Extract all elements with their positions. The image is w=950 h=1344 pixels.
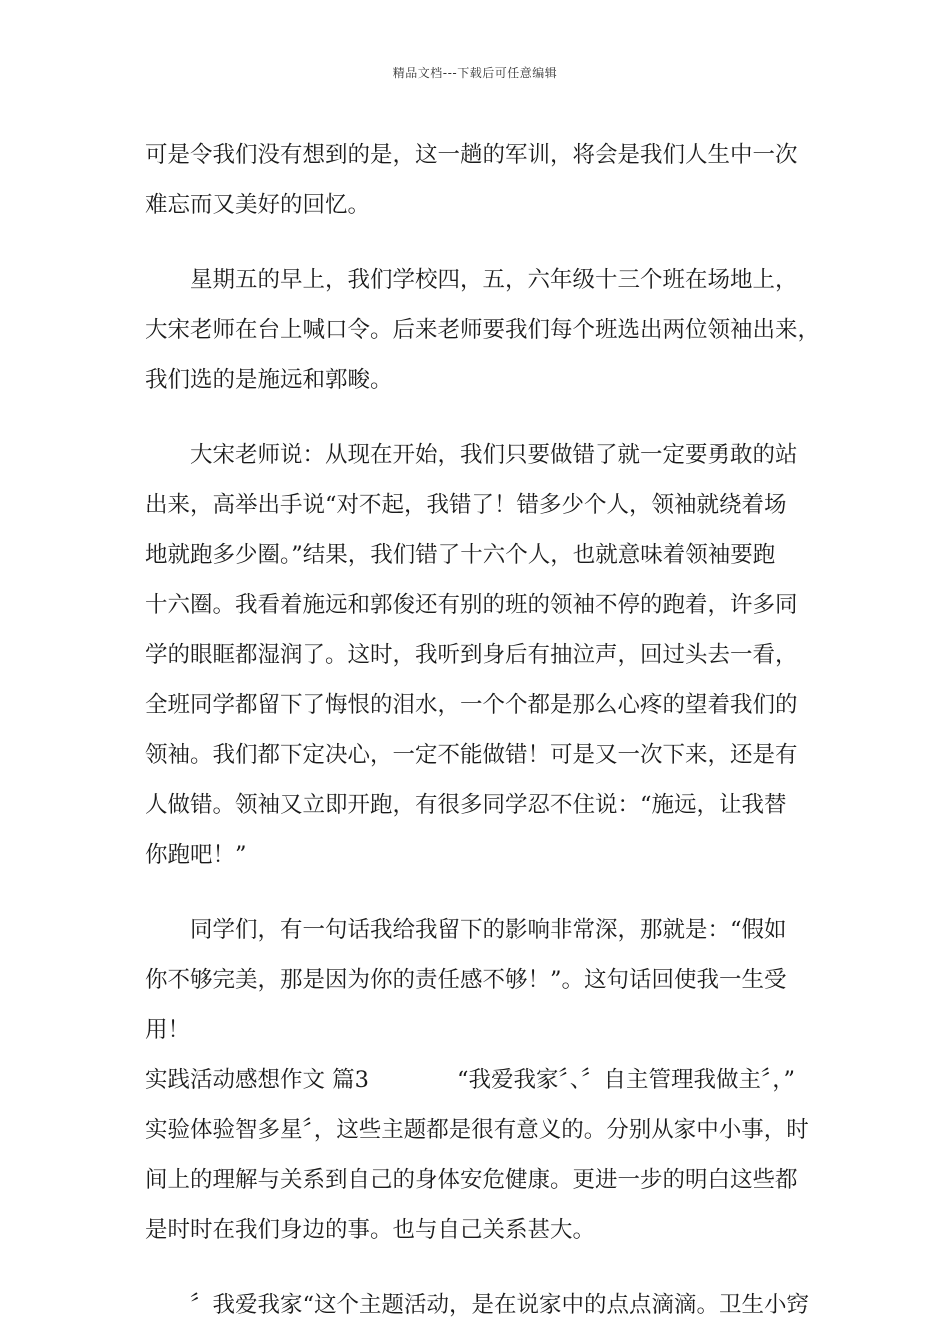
text-line: 同学们，有一句话我给我留下的影响非常深，那就是：“假如 [190, 917, 787, 943]
text-line: 全班同学都留下了悔恨的泪水，一个个都是那么心疼的望着我们的 [145, 692, 798, 718]
paragraph [145, 1055, 825, 1255]
text-line: 可是令我们没有想到的是，这一趟的军训，将会是我们人生中一次 [145, 142, 798, 168]
text-line: 大宋老师说：从现在开始，我们只要做错了就一定要勇敢的站 [190, 442, 798, 468]
text-line: 间上的理解与关系到自己的身体安危健康。更进一步的明白这些都 [145, 1167, 798, 1193]
text-line: 出来，高举出手说“对不起，我错了！错多少个人，领袖就绕着场 [145, 492, 787, 518]
text-line: 大宋老师在台上喊口令。后来老师要我们每个班选出两位领袖出来， [145, 317, 821, 343]
text-line: 你不够完美，那是因为你的责任感不够！”。这句话回使我一生受 [145, 967, 787, 993]
paragraph [145, 430, 825, 880]
text-line: 是时时在我们身边的事。也与自己关系甚大。 [145, 1217, 596, 1243]
text-line: 实验体验智多星〞，这些主题都是很有意义的。分别从家中小事，时 [145, 1117, 809, 1143]
text-line: 我们选的是施远和郭畯。 [145, 367, 393, 393]
paragraph [145, 255, 825, 405]
text-line: 人做错。领袖又立即开跑，有很多同学忍不住说：“施远，让我替 [145, 792, 787, 818]
text-line: 地就跑多少圈。”结果，我们错了十六个人，也就意味着领袖要跑 [145, 542, 776, 568]
heading-line-text: “我爱我家〞、〞自主管理我做主〞，” [456, 1067, 795, 1093]
text-line: 领袖。我们都下定决心，一定不能做错！可是又一次下来，还是有 [145, 742, 798, 768]
heading-line [145, 1055, 825, 1105]
text-line: 学的眼眶都湿润了。这时，我听到身后有抽泣声，回过头去一看， [145, 642, 798, 668]
text-line: 用！ [145, 1017, 191, 1043]
document-body [145, 130, 825, 1330]
paragraph [145, 1280, 825, 1330]
section-heading: 实践活动感想作文 篇3 [145, 1067, 369, 1093]
paragraph [145, 130, 825, 230]
text-line: 星期五的早上，我们学校四，五，六年级十三个班在场地上， [190, 267, 798, 293]
page-header: 精品文档---下载后可任意编辑 [392, 66, 558, 80]
text-line: 〞我爱我家“这个主题活动，是在说家中的点点滴滴。卫生小窍 [190, 1292, 810, 1318]
text-line: 难忘而又美好的回忆。 [145, 192, 371, 218]
text-line: 你跑吧！” [145, 842, 247, 868]
text-line: 十六圈。我看着施远和郭俊还有别的班的领袖不停的跑着，许多同 [145, 592, 798, 618]
paragraph [145, 905, 825, 1055]
